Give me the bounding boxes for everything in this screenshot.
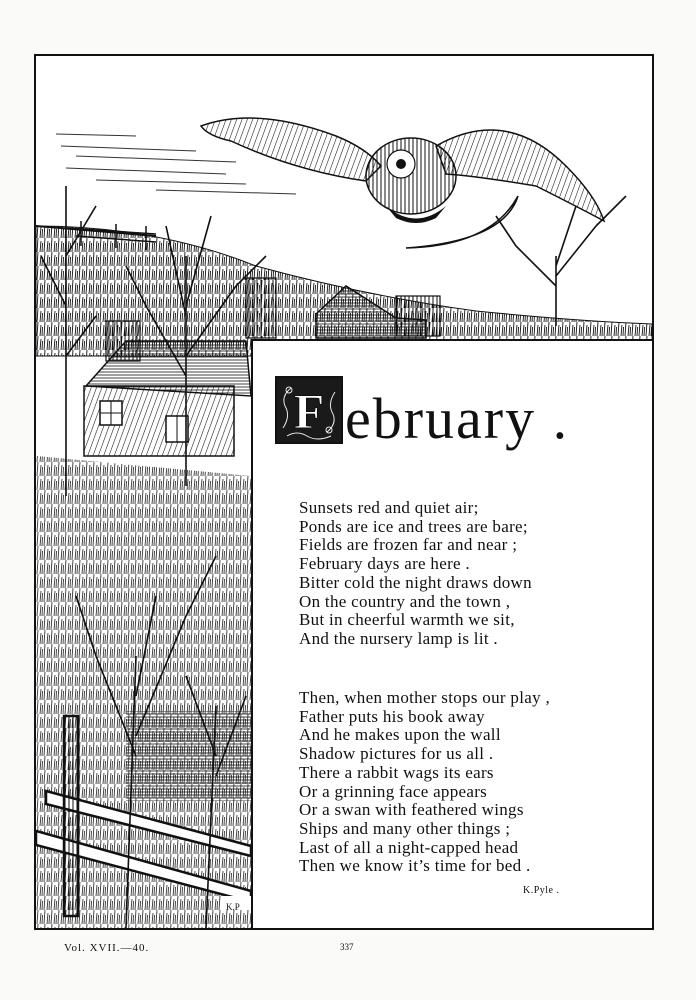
poem-line: Then, when mother stops our play , — [299, 688, 550, 707]
page-frame — [34, 54, 654, 930]
volume-footer: Vol. XVII.—40. — [64, 942, 150, 954]
poem-line: Ponds are ice and trees are bare; — [299, 516, 528, 536]
initial-letter: F — [293, 383, 325, 439]
poem-line: And he makes upon the wall — [299, 725, 501, 745]
poem-line: But in cheerful warmth we sit, — [299, 610, 515, 630]
stanza-2 — [299, 689, 550, 876]
poem-title — [275, 376, 570, 451]
poem-panel — [251, 339, 652, 928]
pond — [126, 711, 251, 801]
stanza-1 — [299, 499, 532, 649]
poem-line: February days are here . — [299, 554, 470, 574]
poem-line: Shadow pictures for us all . — [299, 744, 494, 764]
cottage — [84, 321, 251, 456]
author-signature: K.Pyle . — [523, 885, 560, 896]
poem-line: Ships and many other things ; — [299, 818, 511, 838]
artist-monogram: K.P — [226, 902, 240, 912]
poem-line: Bitter cold the night draws down — [299, 572, 532, 592]
poem-line: Last of all a night-capped head — [299, 837, 519, 857]
poem-line: Then we know it’s time for bed . — [299, 856, 531, 876]
ornament-icon — [277, 378, 341, 442]
poem-line: There a rabbit wags its ears — [299, 762, 494, 782]
decorated-initial — [275, 376, 343, 444]
poem-line: Or a grinning face appears — [299, 781, 488, 801]
page-number: 337 — [340, 942, 354, 952]
poem-line: Sunsets red and quiet air; — [299, 498, 479, 517]
poem-line: And the nursery lamp is lit . — [299, 628, 498, 648]
owl-in-flight — [201, 118, 604, 223]
poem-line: Or a swan with feathered wings — [299, 800, 524, 820]
title-text: ebruary . — [345, 386, 570, 451]
poem-line: Fields are frozen far and near ; — [299, 535, 518, 555]
poem-line: Father puts his book away — [299, 706, 485, 726]
poem-line: On the country and the town , — [299, 591, 511, 611]
